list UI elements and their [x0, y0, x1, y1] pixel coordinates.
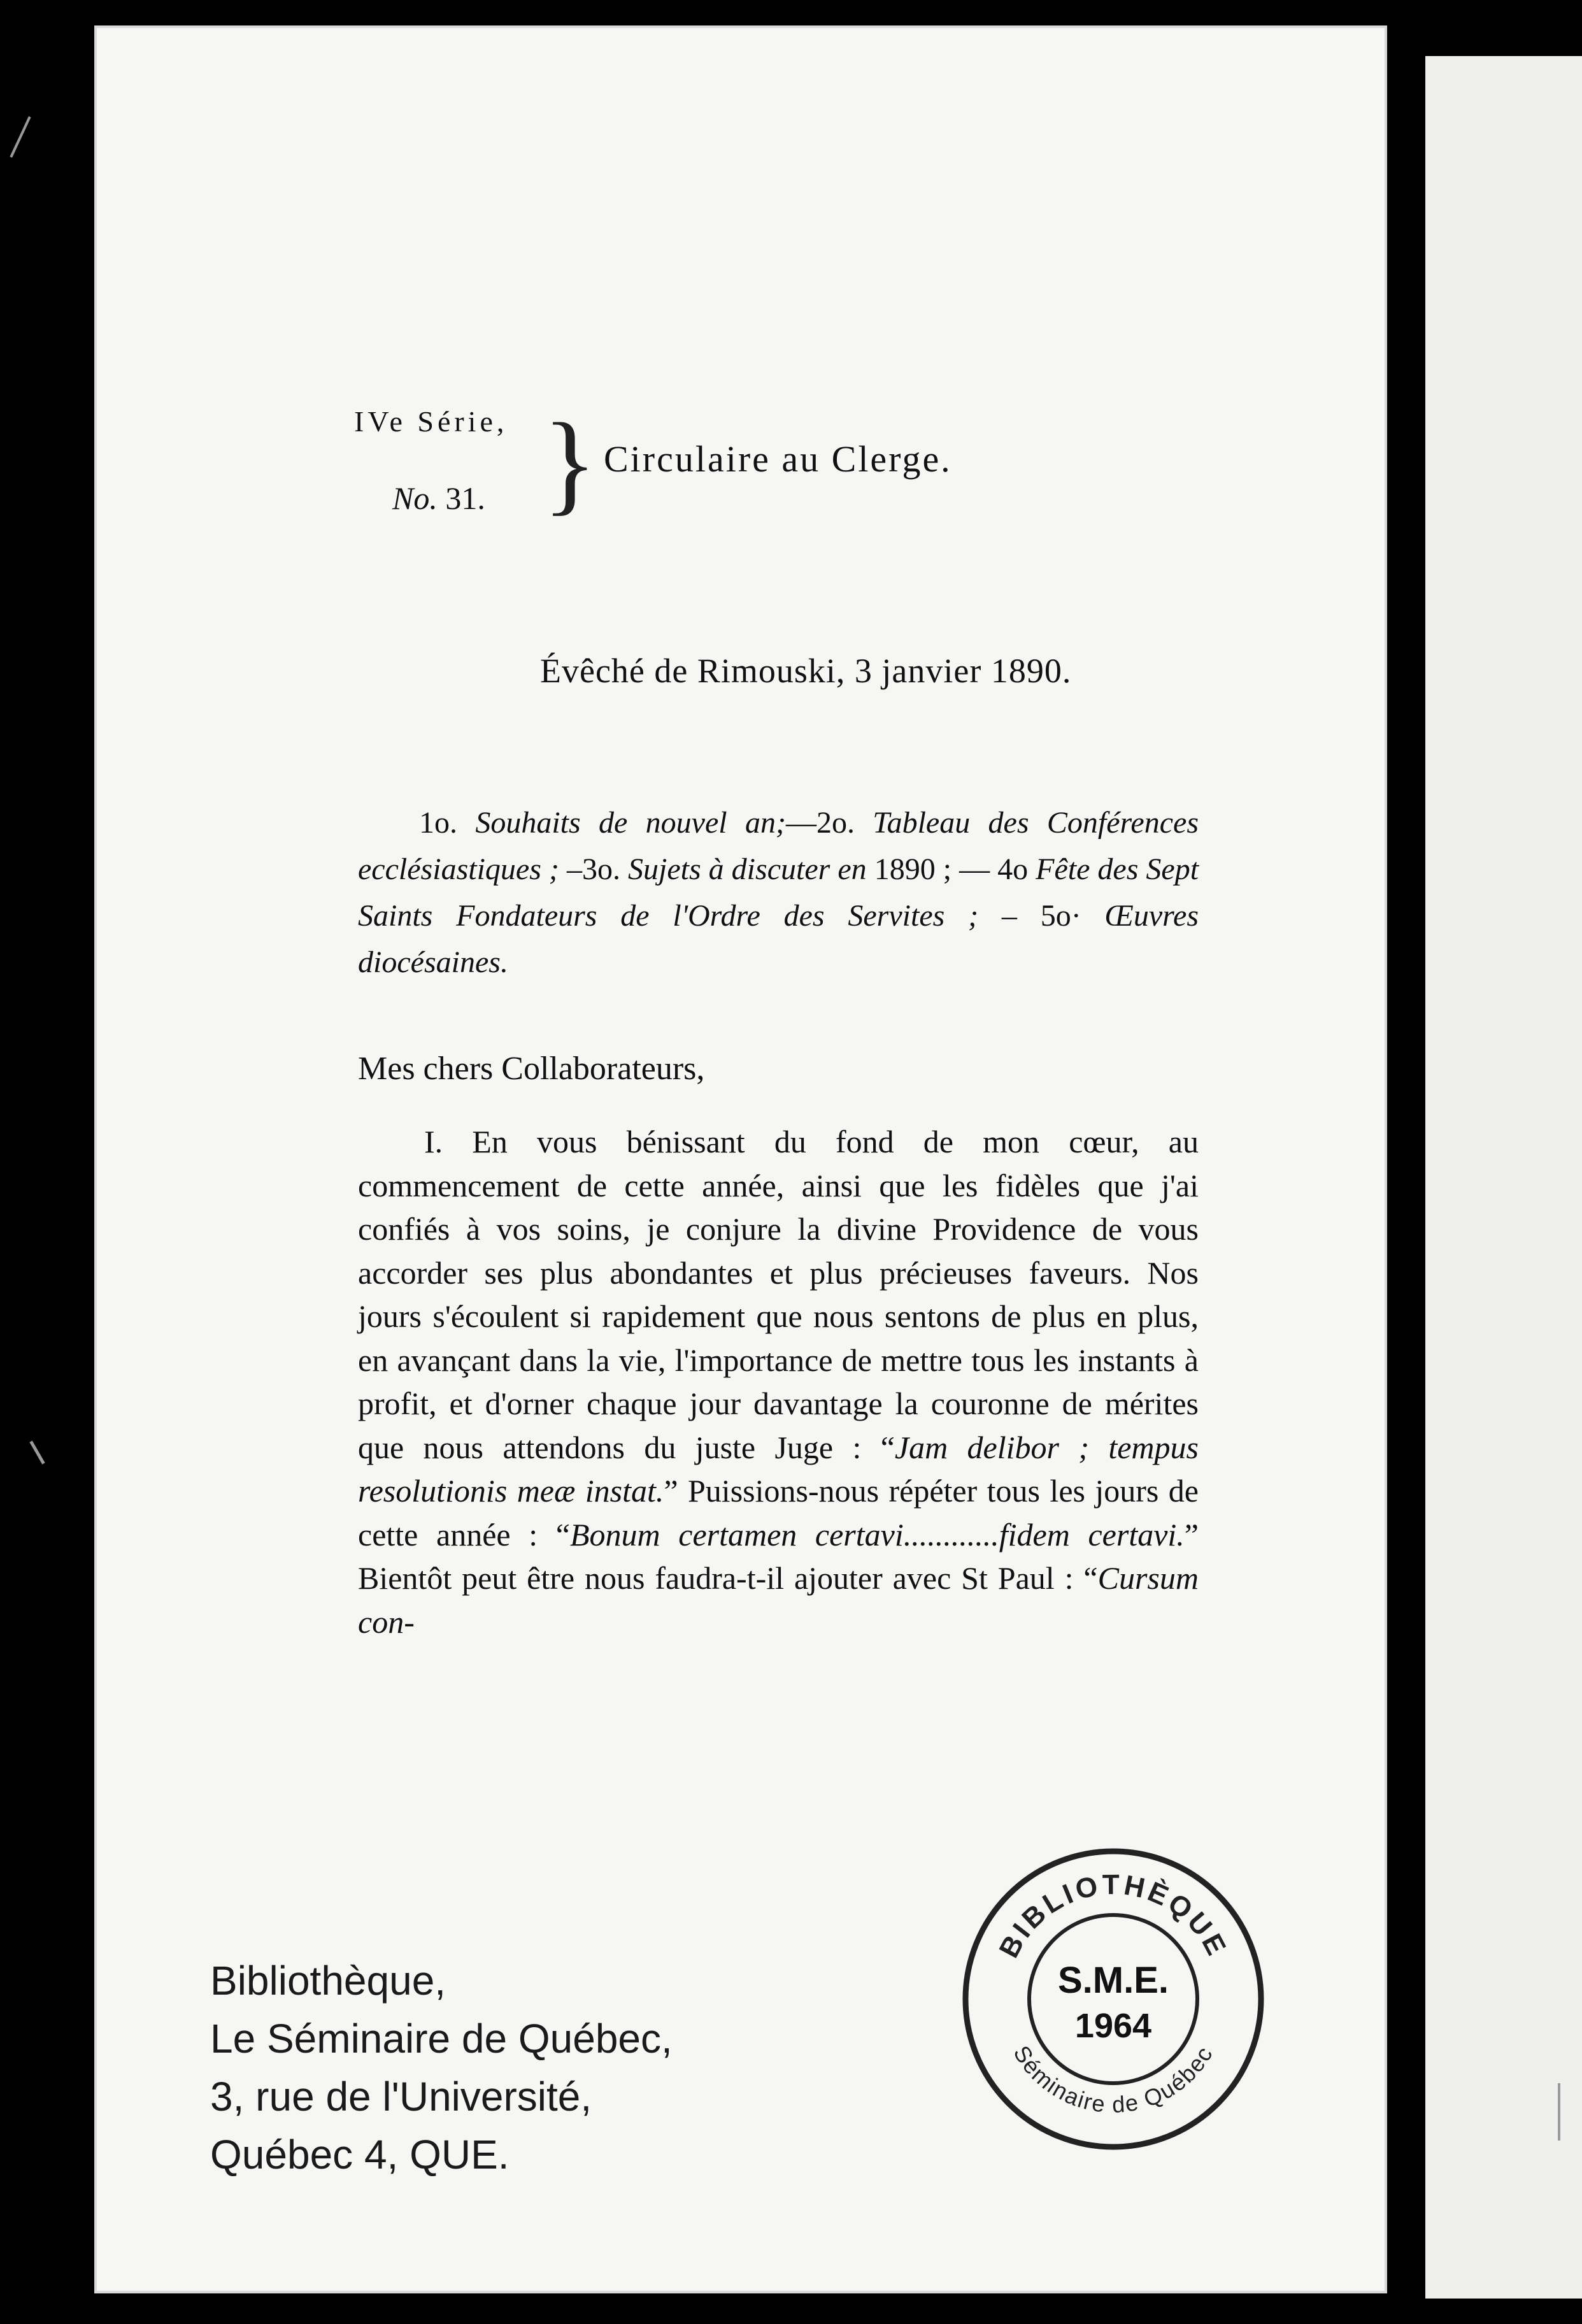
dateline: Évêché de Rimouski, 3 janvier 1890. — [540, 652, 1072, 690]
salutation: Mes chers Collaborateurs, — [358, 1051, 705, 1087]
scan-artifact — [10, 116, 31, 157]
address-line: Le Séminaire de Québec, — [210, 2016, 673, 2062]
stamp-top-text: BIBLIOTHÈQUE — [993, 1869, 1234, 1963]
brace-mark: } — [543, 399, 597, 526]
circular-number: No. 31. — [392, 480, 485, 516]
circular-header — [354, 399, 1074, 526]
scan-artifact — [1558, 2083, 1560, 2141]
adjacent-page-edge — [1425, 56, 1582, 2299]
library-stamp — [960, 1846, 1266, 2152]
library-address — [210, 1952, 673, 2184]
body-paragraph: I. En vous bénissant du fond de mon cœur, au commencement de cette année, ainsi que les fidèles que j'ai confiés à vos soins, je conjure la divine Providence de vous accorder ses plus abondantes et plus précieuses faveurs. Nos jours s'écoulent si rapidement que nous sentons de plus en plus, en avançant dans la vie, l'importance de mettre tous les instants à profit, et d'orner chaque jour davantage la couronne de mérites que nous attendons du juste Juge : “Jam delibor ; tempus resolutionis meæ instat.” Puissions-nous répéter tous les jours de cette année : “Bonum certamen certavi............fidem certavi.” Bientôt peut être nous faudra-t-il ajouter avec St Paul : “Cursum con- — [358, 1124, 1199, 1640]
series-label: IVe Série, — [354, 405, 508, 438]
stamp-bottom-text: Séminaire de Québec — [1008, 2041, 1218, 2118]
address-line: 3, rue de l'Université, — [210, 2074, 592, 2120]
stamp-center-initials: S.M.E. — [1057, 1960, 1169, 2001]
scan-artifact — [29, 1440, 45, 1464]
address-line: Québec 4, QUE. — [210, 2132, 510, 2177]
summary-of-contents: 1o. Souhaits de nouvel an;—2o. Tableau des Conférences ecclésiastiques ; –3o. Sujets à discuter en 1890 ; — 4o Fête des Sept Saints Fondateurs de l'Ordre des Servites ; – 5o· Œuvres diocésaines. — [358, 806, 1199, 979]
address-line: Bibliothèque, — [210, 1958, 446, 2004]
stamp-center-year: 1964 — [1074, 2007, 1152, 2045]
circular-title: Circulaire au Clerge. — [604, 438, 952, 480]
